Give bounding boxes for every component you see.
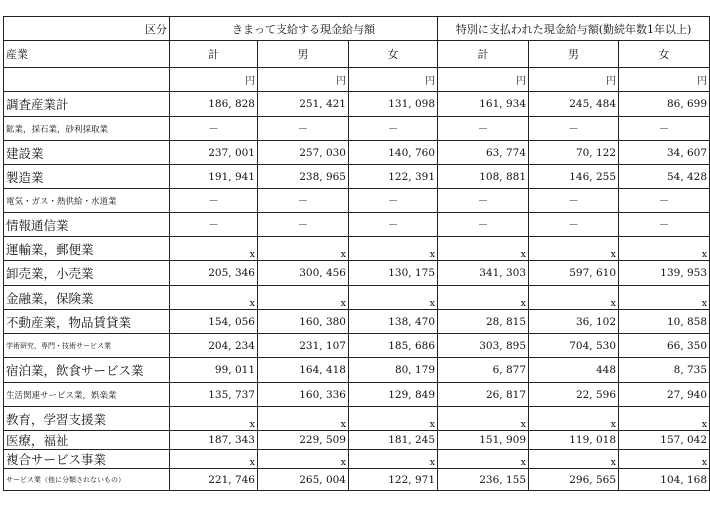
industry-label: 複合サービス事業 [4, 450, 170, 469]
industry-label: 情報通信業 [4, 213, 170, 237]
value-cell: 704, 530 [529, 334, 619, 358]
value-cell: x [170, 237, 258, 261]
value-cell: 140, 760 [349, 141, 438, 165]
value-cell: 28, 815 [438, 310, 529, 334]
table-row [4, 261, 710, 286]
industry-label: 鉱業，採石業，砂利採取業 [4, 117, 170, 141]
value-cell: 448 [529, 358, 619, 383]
value-cell: 34, 607 [619, 141, 710, 165]
header-regular-wage: きまって支給する現金給与額 [170, 17, 438, 41]
table-row [4, 237, 710, 261]
table-body [4, 68, 710, 491]
value-cell: － [170, 213, 258, 237]
value-cell: 238, 965 [258, 165, 349, 189]
unit-cell: 円 [529, 68, 619, 92]
industry-label: 運輸業，郵便業 [4, 237, 170, 261]
value-cell: 8, 735 [619, 358, 710, 383]
unit-cell: 円 [619, 68, 710, 92]
value-cell: 204, 234 [170, 334, 258, 358]
table-row [4, 334, 710, 358]
value-cell: 187, 343 [170, 431, 258, 450]
value-cell: 251, 421 [258, 92, 349, 117]
value-cell: x [529, 237, 619, 261]
unit-cell: 円 [170, 68, 258, 92]
value-cell: 160, 380 [258, 310, 349, 334]
value-cell: 131, 098 [349, 92, 438, 117]
header-sub-total-special: 計 [438, 41, 529, 68]
value-cell: 10, 858 [619, 310, 710, 334]
value-cell: x [529, 407, 619, 431]
industry-label: 卸売業，小売業 [4, 261, 170, 286]
value-cell: 164, 418 [258, 358, 349, 383]
industry-label: 電気・ガス・熱供給・水道業 [4, 189, 170, 213]
value-cell: 245, 484 [529, 92, 619, 117]
value-cell: x [258, 286, 349, 310]
header-sangyo: 産業 [4, 41, 170, 68]
value-cell: 205, 346 [170, 261, 258, 286]
value-cell: 27, 940 [619, 383, 710, 407]
industry-label: 製造業 [4, 165, 170, 189]
industry-label: 調査産業計 [4, 92, 170, 117]
table-row [4, 189, 710, 213]
value-cell: － [349, 213, 438, 237]
value-cell: x [258, 407, 349, 431]
value-cell: － [349, 189, 438, 213]
value-cell: 138, 470 [349, 310, 438, 334]
table-row [4, 383, 710, 407]
value-cell: 300, 456 [258, 261, 349, 286]
value-cell: － [529, 213, 619, 237]
value-cell: 229, 509 [258, 431, 349, 450]
value-cell: x [258, 237, 349, 261]
value-cell: － [438, 189, 529, 213]
table-row [4, 92, 710, 117]
industry-label: 不動産業，物品賃貸業 [4, 310, 170, 334]
value-cell: 191, 941 [170, 165, 258, 189]
value-cell: 257, 030 [258, 141, 349, 165]
value-cell: 66, 350 [619, 334, 710, 358]
value-cell: － [529, 117, 619, 141]
value-cell: 303, 895 [438, 334, 529, 358]
industry-label: 学術研究，専門・技術サービス業 [4, 334, 170, 358]
value-cell: 54, 428 [619, 165, 710, 189]
table-row [4, 141, 710, 165]
value-cell: － [170, 117, 258, 141]
table-row [4, 117, 710, 141]
header-sub-female-special: 女 [619, 41, 710, 68]
header-sub-female-regular: 女 [349, 41, 438, 68]
value-cell: 122, 971 [349, 469, 438, 491]
value-cell: 160, 336 [258, 383, 349, 407]
value-cell: x [438, 286, 529, 310]
value-cell: 237, 001 [170, 141, 258, 165]
table-row [4, 286, 710, 310]
value-cell: － [619, 189, 710, 213]
unit-cell: 円 [349, 68, 438, 92]
value-cell: 221, 746 [170, 469, 258, 491]
value-cell: － [619, 117, 710, 141]
value-cell: 139, 953 [619, 261, 710, 286]
industry-label: サービス業（他に分類されないもの） [4, 469, 170, 491]
unit-row [4, 68, 710, 92]
value-cell: 108, 881 [438, 165, 529, 189]
value-cell: x [170, 450, 258, 469]
value-cell: x [438, 450, 529, 469]
value-cell: 154, 056 [170, 310, 258, 334]
value-cell: 119, 018 [529, 431, 619, 450]
industry-label: 建設業 [4, 141, 170, 165]
table-row [4, 469, 710, 491]
header-sub-total-regular: 計 [170, 41, 258, 68]
table-row [4, 450, 710, 469]
unit-cell: 円 [438, 68, 529, 92]
value-cell: 22, 596 [529, 383, 619, 407]
header-sub-male-regular: 男 [258, 41, 349, 68]
value-cell: 146, 255 [529, 165, 619, 189]
value-cell: 104, 168 [619, 469, 710, 491]
header-kubun: 区分 [4, 17, 170, 41]
value-cell: 157, 042 [619, 431, 710, 450]
value-cell: x [258, 450, 349, 469]
value-cell: － [438, 117, 529, 141]
value-cell: － [258, 117, 349, 141]
value-cell: － [619, 213, 710, 237]
header-sub-male-special: 男 [529, 41, 619, 68]
industry-label: 教育，学習支援業 [4, 407, 170, 431]
value-cell: 70, 122 [529, 141, 619, 165]
value-cell: － [529, 189, 619, 213]
value-cell: － [438, 213, 529, 237]
value-cell: 135, 737 [170, 383, 258, 407]
table-row [4, 213, 710, 237]
table-row [4, 407, 710, 431]
value-cell: x [619, 286, 710, 310]
value-cell: x [438, 407, 529, 431]
value-cell: － [258, 189, 349, 213]
industry-label: 医療，福祉 [4, 431, 170, 450]
value-cell: 181, 245 [349, 431, 438, 450]
value-cell: x [619, 450, 710, 469]
value-cell: x [529, 286, 619, 310]
value-cell: x [349, 286, 438, 310]
value-cell: x [619, 407, 710, 431]
value-cell: 341, 303 [438, 261, 529, 286]
value-cell: 122, 391 [349, 165, 438, 189]
value-cell: 36, 102 [529, 310, 619, 334]
value-cell: 151, 909 [438, 431, 529, 450]
value-cell: 86, 699 [619, 92, 710, 117]
value-cell: 236, 155 [438, 469, 529, 491]
table-header [4, 17, 710, 68]
wage-table [3, 16, 710, 491]
value-cell: 185, 686 [349, 334, 438, 358]
value-cell: x [349, 237, 438, 261]
value-cell: 161, 934 [438, 92, 529, 117]
value-cell: 186, 828 [170, 92, 258, 117]
table-row [4, 358, 710, 383]
value-cell: 597, 610 [529, 261, 619, 286]
value-cell: x [349, 407, 438, 431]
value-cell: x [529, 450, 619, 469]
value-cell: 80, 179 [349, 358, 438, 383]
value-cell: 231, 107 [258, 334, 349, 358]
value-cell: － [170, 189, 258, 213]
value-cell: x [170, 407, 258, 431]
value-cell: 129, 849 [349, 383, 438, 407]
value-cell: 296, 565 [529, 469, 619, 491]
industry-label: 宿泊業，飲食サービス業 [4, 358, 170, 383]
value-cell: 265, 004 [258, 469, 349, 491]
value-cell: x [619, 237, 710, 261]
value-cell: 6, 877 [438, 358, 529, 383]
value-cell: 63, 774 [438, 141, 529, 165]
value-cell: x [438, 237, 529, 261]
value-cell: x [170, 286, 258, 310]
value-cell: 26, 817 [438, 383, 529, 407]
value-cell: － [349, 117, 438, 141]
header-special-wage: 特別に支払われた現金給与額(勤続年数1年以上) [438, 17, 710, 41]
value-cell: 130, 175 [349, 261, 438, 286]
industry-label: 金融業，保険業 [4, 286, 170, 310]
value-cell: 99, 011 [170, 358, 258, 383]
unit-cell: 円 [258, 68, 349, 92]
table-row [4, 165, 710, 189]
table-row [4, 310, 710, 334]
table-row [4, 431, 710, 450]
unit-label-cell [4, 68, 170, 92]
industry-label: 生活関連サービス業，娯楽業 [4, 383, 170, 407]
value-cell: x [349, 450, 438, 469]
value-cell: － [258, 213, 349, 237]
